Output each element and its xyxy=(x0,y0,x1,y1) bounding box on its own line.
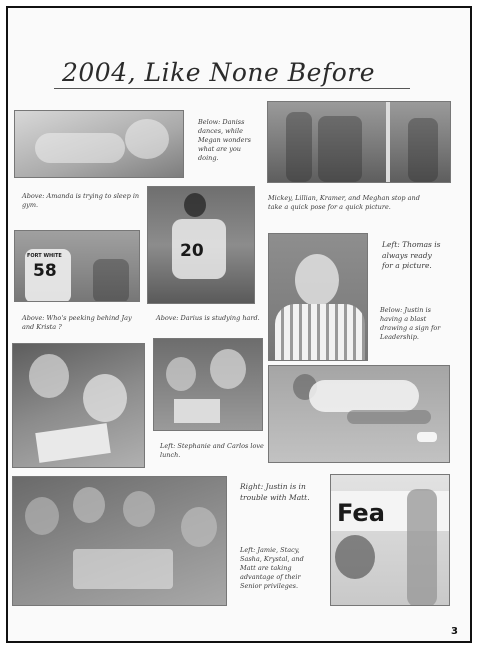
caption-above-jay: Above: Who's peeking behind Jay and Krista ? xyxy=(22,314,132,331)
photo-stephanie-carlos xyxy=(153,338,263,431)
page-number: 3 xyxy=(451,626,458,637)
caption-left-stephanie: Left: Stephanie and Carlos love lunch. xyxy=(160,442,264,459)
photo-justin-matt-banner xyxy=(330,474,450,606)
photo-thomas xyxy=(268,233,368,361)
photo-girl-sleeping xyxy=(14,110,184,178)
caption-above-darius: Above: Darius is studying hard. xyxy=(156,314,260,322)
photo-girls-table xyxy=(12,343,145,468)
photo-seniors-lunch xyxy=(12,476,227,606)
caption-below-justin: Below: Justin is having a blast drawing a sign for Leadership. xyxy=(380,306,441,341)
page-title: 2004, Like None Before xyxy=(62,58,375,87)
caption-left-thomas: Left: Thomas is always ready for a picture. xyxy=(382,240,441,270)
banner-text: Fea xyxy=(337,499,385,527)
jersey-number-1: 58 xyxy=(33,261,57,281)
photo-fort-white-jersey xyxy=(14,230,140,302)
jersey-top-text: FORT WHITE xyxy=(27,253,62,259)
photo-jersey-student xyxy=(147,186,255,304)
caption-below-dancing: Below: Daniss dances, while Megan wonders what are you doing. xyxy=(198,118,251,162)
caption-above-amanda: Above: Amanda is trying to sleep in gym. xyxy=(22,192,140,209)
title-rule xyxy=(54,88,410,89)
jersey-number-2: 20 xyxy=(180,241,204,261)
photo-justin-sign xyxy=(268,365,450,463)
photo-hallway-group xyxy=(267,101,451,183)
caption-mickey-group: Mickey, Lillian, Kramer, and Meghan stop and take a quick pose for a quick picture. xyxy=(268,194,420,211)
caption-left-jamie: Left: Jamie, Stacy, Sasha, Krystal, and Matt are taking advantage of their Senior privileges. xyxy=(240,546,304,590)
caption-right-justin: Right: Justin is in trouble with Matt. xyxy=(240,482,310,502)
